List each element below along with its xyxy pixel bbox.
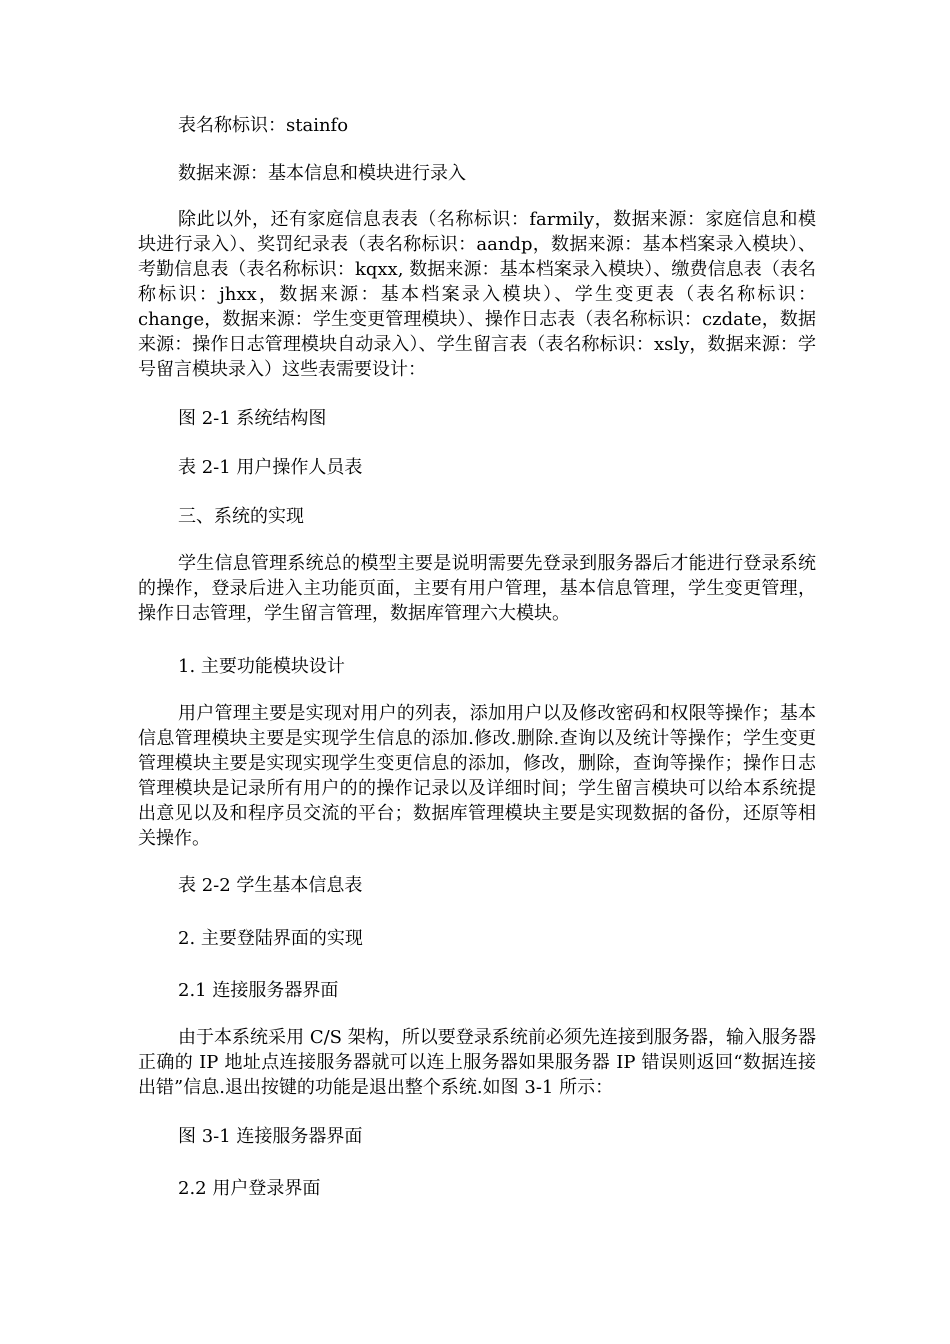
heading-2-2-user-login: 2.2 用户登录界面 [178, 1178, 321, 1199]
heading-2-login-ui: 2. 主要登陆界面的实现 [178, 928, 363, 949]
table-id-line: 表名称标识：stainfo [178, 115, 349, 136]
table-2-2-caption: 表 2-2 学生基本信息表 [178, 875, 363, 896]
system-model-paragraph: 学生信息管理系统总的模型主要是说明需要先登录到服务器后才能进行登录系统的操作，登录后进入主功能页面，主要有用户管理，基本信息管理，学生变更管理，操作日志管理，学生留言管理，数据库管理六大模块。 [138, 553, 816, 624]
section-3-heading: 三、系统的实现 [178, 506, 304, 527]
figure-3-1-caption: 图 3-1 连接服务器界面 [178, 1126, 363, 1147]
figure-2-1-caption: 图 2-1 系统结构图 [178, 408, 327, 429]
connect-server-paragraph: 由于本系统采用 C/S 架构，所以要登录系统前必须先连接到服务器，输入服务器正确的 IP 地址点连接服务器就可以连上服务器如果服务器 IP 错误则返回“数据连接出错”信息.退出按键的功能是退出整个系统.如图 3-1 所示： [138, 1027, 816, 1098]
heading-2-1-connect-server: 2.1 连接服务器界面 [178, 980, 339, 1001]
modules-paragraph: 用户管理主要是实现对用户的列表，添加用户以及修改密码和权限等操作；基本信息管理模块主要是实现学生信息的添加.修改.删除.查询以及统计等操作；学生变更管理模块主要是实现实现学生变更信息的添加，修改，删除，查询等操作；操作日志管理模块是记录所有用户的的操作记录以及详细时间；学生留言模块可以给本系统提出意见以及和程序员交流的平台；数据库管理模块主要是实现数据的备份，还原等相关操作。 [138, 703, 816, 849]
data-source-line: 数据来源：基本信息和模块进行录入 [178, 163, 466, 184]
table-2-1-caption: 表 2-1 用户操作人员表 [178, 457, 363, 478]
heading-1-module-design: 1. 主要功能模块设计 [178, 656, 345, 677]
other-tables-paragraph: 除此以外，还有家庭信息表表（名称标识：farmily，数据来源：家庭信息和模块进行录入）、奖罚纪录表（表名称标识：aandp，数据来源：基本档案录入模块）、考勤信息表（表名称标识：kqxx, 数据来源：基本档案录入模块）、缴费信息表（表名称标识：jhxx，数据来源：基本档案录入模块）、学生变更表（表名称标识：change，数据来源：学生变更管理模块）、操作日志表（表名称标识：czdate，数据来源：操作日志管理模块自动录入）、学生留言表（表名称标识：xsly，数据来源：学号留言模块录入）这些表需要设计： [138, 209, 816, 380]
